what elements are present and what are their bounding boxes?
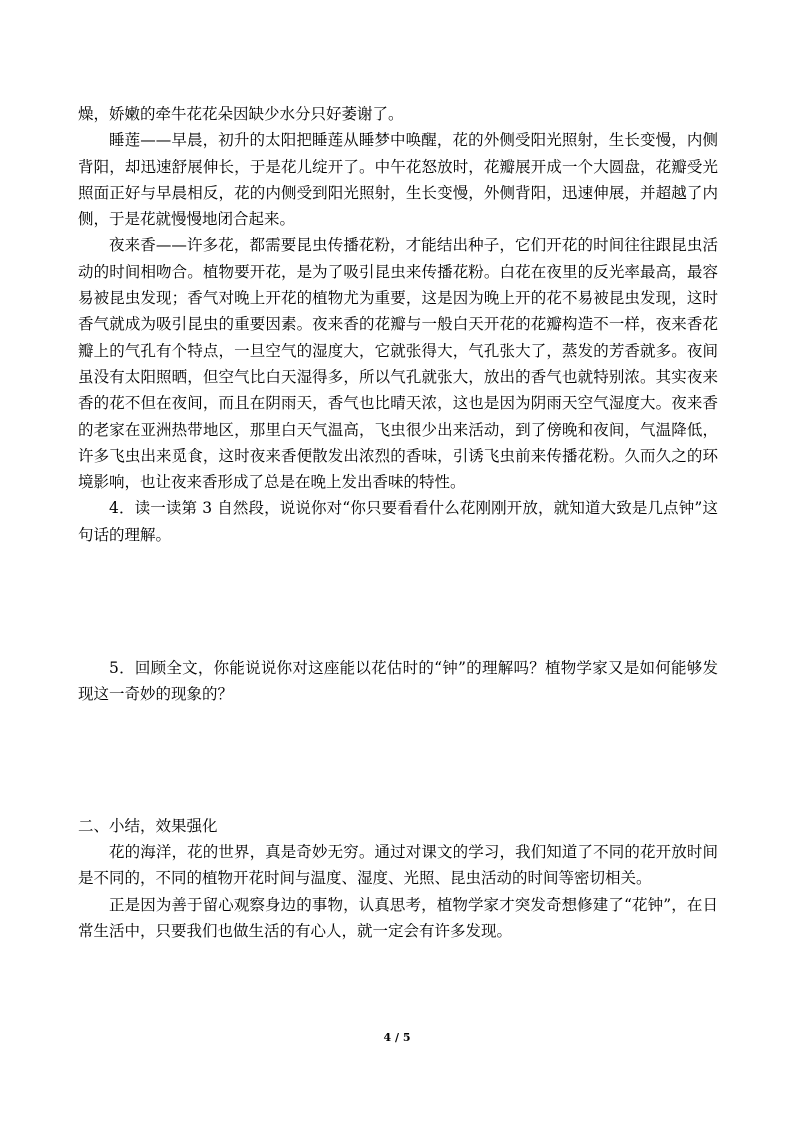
paragraph-conclusion: 正是因为善于留心观察身边的事物，认真思考，植物学家才突发奇想修建了“花钟”，在日常生活中，只要我们也做生活的有心人，就一定会有许多发现。: [78, 895, 718, 940]
document-body: [78, 101, 718, 944]
question-5: 5．回顾全文，你能说说你对这座能以花估时的“钟”的理解吗？植物学家又是如何能够发现这一奇妙的现象的？: [78, 659, 718, 704]
question-4: 4．读一读第 3 自然段，说说你对“你只要看看什么花刚刚开放，就知道大致是几点钟”这句话的理解。: [78, 499, 718, 544]
paragraph-summary: 花的海洋，花的世界，真是奇妙无穷。通过对课文的学习，我们知道了不同的花开放时间是不同的，不同的植物开花时间与温度、湿度、光照、昆虫活动的时间等密切相关。: [78, 842, 718, 888]
page-number: 4 / 5: [383, 1031, 411, 1044]
paragraph-water-lily: 睡莲——早晨，初升的太阳把睡莲从睡梦中唤醒，花的外侧受阳光照射，生长变慢，内侧背阳，却迅速舒展伸长，于是花儿绽开了。中午花怒放时，花瓣展开成一个大圆盘，花瓣受光照面正好与早晨相反，花的内侧受到阳光照射，生长变慢，外侧背阳，迅速伸展，并超越了内侧，于是花就慢慢地闭合起来。: [78, 131, 718, 229]
paragraph-continuation: 燥，娇嫩的牵牛花花朵因缺少水分只好萎谢了。: [78, 105, 404, 123]
section-heading: 二、小结，效果强化: [78, 816, 218, 835]
paragraph-night-jasmine: 夜来香——许多花，都需要昆虫传播花粉，才能结出种子，它们开花的时间往往跟昆虫活动的时间相吻合。植物要开花，是为了吸引昆虫来传播花粉。白花在夜里的反光率最高，最容易被昆虫发现；香气对晚上开花的植物尤为重要，这是因为晚上开的花不易被昆虫发现，这时香气就成为吸引昆虫的重要因素。夜来香的花瓣与一般白天开花的花瓣构造不一样，夜来香花瓣上的气孔有个特点，一旦空气的湿度大，它就张得大，气孔张大了，蒸发的芳香就多。夜间虽没有太阳照晒，但空气比白天湿得多，所以气孔就张大，放出的香气也就特别浓。其实夜来香的花不但在夜间，而且在阴雨天，香气也比晴天浓，这也是因为阴雨天空气湿度大。夜来香的老家在亚洲热带地区，那里白天气温高，飞虫很少出来活动，到了傍晚和夜间，气温降低，许多飞虫出来觅食，这时夜来香便散发出浓烈的香味，引诱飞虫前来传播花粉。久而久之的环境影响，也让夜来香形成了总是在晚上发出香味的特性。: [78, 236, 718, 492]
